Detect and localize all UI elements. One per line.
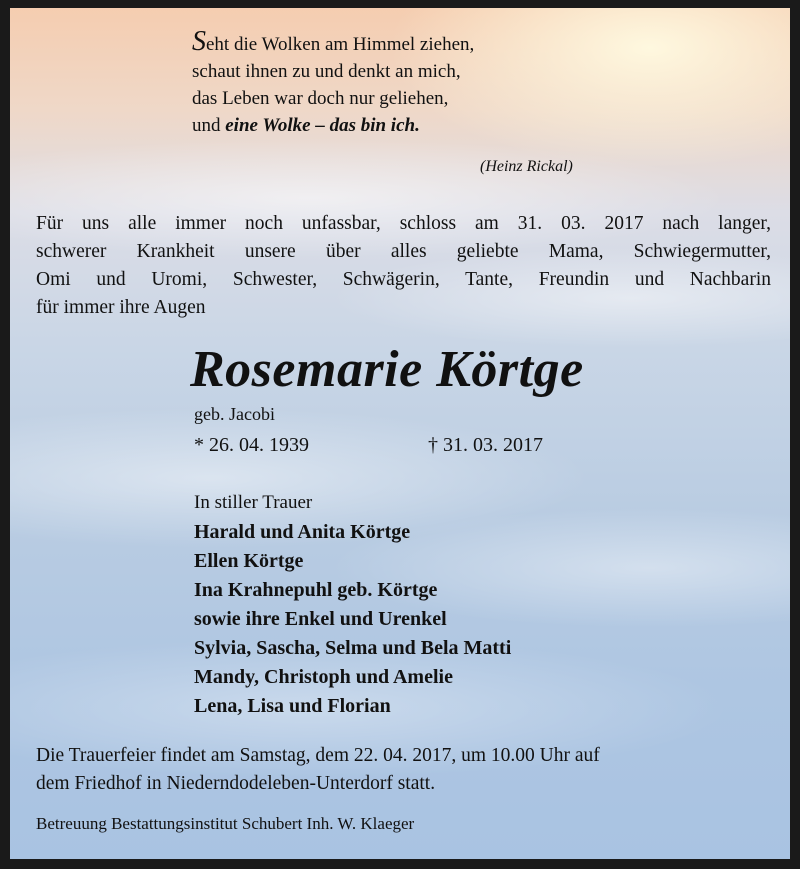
mourning-label: In stiller Trauer	[194, 492, 313, 513]
poem-line-1-text: eht die Wolken am Himmel ziehen,	[206, 34, 475, 55]
mourner-line: Mandy, Christoph und Amelie	[194, 666, 453, 688]
death-date: † 31. 03. 2017	[428, 434, 543, 456]
undertaker-credit: Betreuung Bestattungsinstitut Schubert Inh. W. Klaeger	[36, 814, 415, 833]
deceased-name: Rosemarie Körtge	[190, 341, 584, 398]
mourner-line: Sylvia, Sascha, Selma und Bela Matti	[194, 637, 512, 659]
intro-line: schwerer Krankheit unsere über alles geliebte Mama, Schwiegermutter,	[36, 241, 771, 262]
poem-line-4	[192, 112, 474, 139]
mourner-line: Lena, Lisa und Florian	[194, 695, 391, 717]
intro-line: Für uns alle immer noch unfassbar, schloss am 31. 03. 2017 nach langer,	[36, 213, 771, 234]
poem-line-1	[192, 28, 474, 58]
poem-author: (Heinz Rickal)	[480, 158, 573, 175]
poem-line-4-emphasis: eine Wolke – das bin ich.	[225, 115, 420, 136]
funeral-service-info	[36, 742, 600, 798]
service-line: dem Friedhof in Niederndodeleben-Unterdorf statt.	[36, 773, 436, 794]
obituary-notice	[10, 8, 790, 859]
mourner-line: Harald und Anita Körtge	[194, 521, 411, 543]
poem-line-3: das Leben war doch nur geliehen,	[192, 88, 449, 109]
poem	[192, 28, 474, 139]
mourners-list	[194, 518, 511, 721]
intro-line: für immer ihre Augen	[36, 297, 206, 318]
poem-line-4-start: und	[192, 115, 226, 136]
poem-line-2: schaut ihnen zu und denkt an mich,	[192, 61, 461, 82]
poem-initial: S	[192, 26, 206, 57]
birth-date: * 26. 04. 1939	[194, 434, 309, 456]
mourner-line: Ellen Körtge	[194, 550, 304, 572]
intro-text	[36, 210, 771, 322]
mourner-line: Ina Krahnepuhl geb. Körtge	[194, 579, 438, 601]
mourner-line: sowie ihre Enkel und Urenkel	[194, 608, 447, 630]
birth-name: geb. Jacobi	[194, 404, 275, 424]
service-line: Die Trauerfeier findet am Samstag, dem 22. 04. 2017, um 10.00 Uhr auf	[36, 745, 600, 766]
intro-line: Omi und Uromi, Schwester, Schwägerin, Tante, Freundin und Nachbarin	[36, 269, 771, 290]
